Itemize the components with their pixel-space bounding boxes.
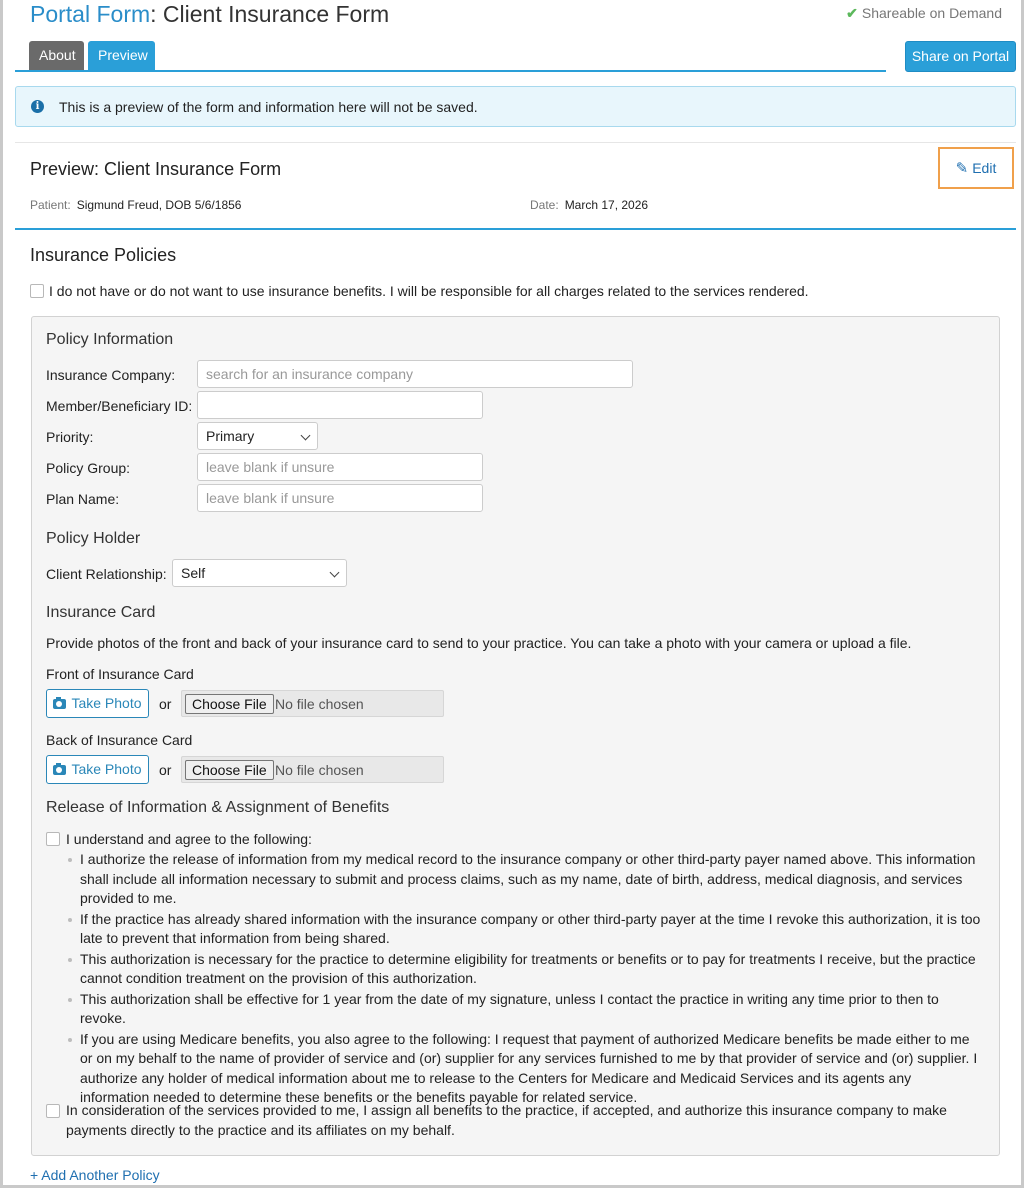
priority-value: Primary: [206, 428, 255, 444]
client-relationship-value: Self: [181, 565, 206, 581]
camera-icon: [53, 699, 66, 709]
date-label: Date:: [530, 198, 559, 212]
policy-information-heading: Policy Information: [46, 331, 174, 348]
client-relationship-label: Client Relationship:: [46, 566, 167, 582]
portal-form-link[interactable]: Portal Form: [30, 1, 151, 27]
back-file-input[interactable]: [181, 756, 444, 783]
or-label: or: [159, 696, 172, 712]
preview-title: Preview: Client Insurance Form: [30, 159, 282, 179]
chevron-down-icon: [301, 431, 311, 441]
assign-benefits-label: In consideration of the services provided to me, I assign all benefits to the practice, if accepted, and authorize this insurance company to make payments directly to the practice and its affiliates on my behalf.: [66, 1102, 947, 1138]
front-file-input[interactable]: [181, 690, 444, 717]
edit-button[interactable]: [938, 147, 1014, 189]
shareable-label: Shareable on Demand: [861, 5, 1002, 21]
insurance-card-heading: Insurance Card: [46, 604, 156, 621]
release-heading: Release of Information & Assignment of Benefits: [46, 799, 390, 816]
no-file-text: No file chosen: [275, 696, 364, 712]
front-take-photo-button[interactable]: [46, 689, 149, 718]
take-photo-label: Take Photo: [71, 695, 142, 711]
no-insurance-label: I do not have or do not want to use insurance benefits. I will be responsible for all charges related to the services rendered.: [49, 283, 809, 299]
choose-file-button[interactable]: Choose File: [185, 760, 274, 780]
policy-group-label: Policy Group:: [46, 460, 131, 476]
patient-value: Sigmund Freud, DOB 5/6/1856: [76, 198, 242, 212]
client-relationship-select[interactable]: [172, 559, 347, 587]
list-item: If you are using Medicare benefits, you also agree to the following: I request that payment of authorized Medicare benefits be made either to me or on my behalf to the name of provider of service and (or) supplier for any services furnished to me by that provider of service and (or) supplier. I authorize any holder of medical information about me to release to the Centers for Medicare and Medicaid Services and its agents any information needed to determine these benefits or the benefits payable for related service.: [66, 1030, 982, 1108]
insurance-card-description: Provide photos of the front and back of your insurance card to send to your practice. You can take a photo with your camera or upload a file.: [46, 635, 912, 651]
date-value: March 17, 2026: [564, 198, 649, 212]
patient-info: [30, 198, 241, 212]
policy-group-input[interactable]: [197, 453, 483, 481]
back-take-photo-button[interactable]: [46, 755, 149, 784]
tab-bar: [15, 41, 886, 72]
plan-name-input[interactable]: [197, 484, 483, 512]
no-file-text: No file chosen: [275, 762, 364, 778]
edit-label: Edit: [972, 160, 997, 176]
insurance-policies-heading: Insurance Policies: [30, 245, 177, 265]
share-on-portal-button[interactable]: Share on Portal: [905, 41, 1016, 72]
plan-name-label: Plan Name:: [46, 491, 120, 507]
insurance-company-search[interactable]: [197, 360, 633, 388]
add-another-policy-link[interactable]: + Add Another Policy: [30, 1167, 160, 1183]
tab-about[interactable]: About: [29, 41, 84, 70]
no-insurance-checkbox[interactable]: [30, 284, 44, 298]
preview-alert: [15, 86, 1016, 127]
authorization-list: [66, 850, 982, 1109]
policy-holder-heading: Policy Holder: [46, 530, 141, 547]
camera-icon: [53, 765, 66, 775]
checkmark-icon: ✔: [846, 5, 858, 21]
insurance-company-label: Insurance Company:: [46, 367, 176, 383]
list-item: This authorization shall be effective for 1 year from the date of my signature, unless I contact the practice in writing any time prior to then to revoke.: [66, 990, 982, 1029]
choose-file-button[interactable]: Choose File: [185, 694, 274, 714]
list-item: This authorization is necessary for the practice to determine eligibility for treatments or benefits or to pay for treatments I receive, but the practice cannot condition treatment on the provision of this authorization.: [66, 950, 982, 989]
date-info: [530, 198, 648, 212]
patient-label: Patient:: [30, 198, 71, 212]
form-name: : Client Insurance Form: [150, 1, 390, 27]
alert-text: This is a preview of the form and information here will not be saved.: [59, 99, 478, 115]
front-card-label: Front of Insurance Card: [46, 666, 194, 682]
page-title: [30, 0, 389, 28]
or-label: or: [159, 762, 172, 778]
back-card-label: Back of Insurance Card: [46, 732, 193, 748]
list-item: I authorize the release of information from my medical record to the insurance company or other third-party payer named above. This information shall include all information necessary to submit and process claims, such as my name, date of birth, address, medical diagnosis, and services provided to me.: [66, 850, 982, 909]
pencil-icon: ✎: [955, 160, 969, 177]
priority-label: Priority:: [46, 429, 94, 445]
take-photo-label: Take Photo: [71, 761, 142, 777]
list-item: If the practice has already shared information with the insurance company or other third-party payer at the time I revoke this authorization, it is too late to prevent that information from being shared.: [66, 910, 982, 949]
preview-header: [15, 142, 1016, 230]
priority-select[interactable]: [197, 422, 318, 450]
agree-label: I understand and agree to the following:: [66, 831, 312, 847]
shareable-status: [846, 5, 1002, 22]
info-icon: i: [31, 100, 44, 113]
member-id-label: Member/Beneficiary ID:: [46, 398, 193, 414]
agree-checkbox[interactable]: [46, 832, 60, 846]
assign-benefits-checkbox[interactable]: [46, 1104, 60, 1118]
member-id-input[interactable]: [197, 391, 483, 419]
chevron-down-icon: [330, 568, 340, 578]
tab-preview[interactable]: Preview: [88, 41, 155, 70]
